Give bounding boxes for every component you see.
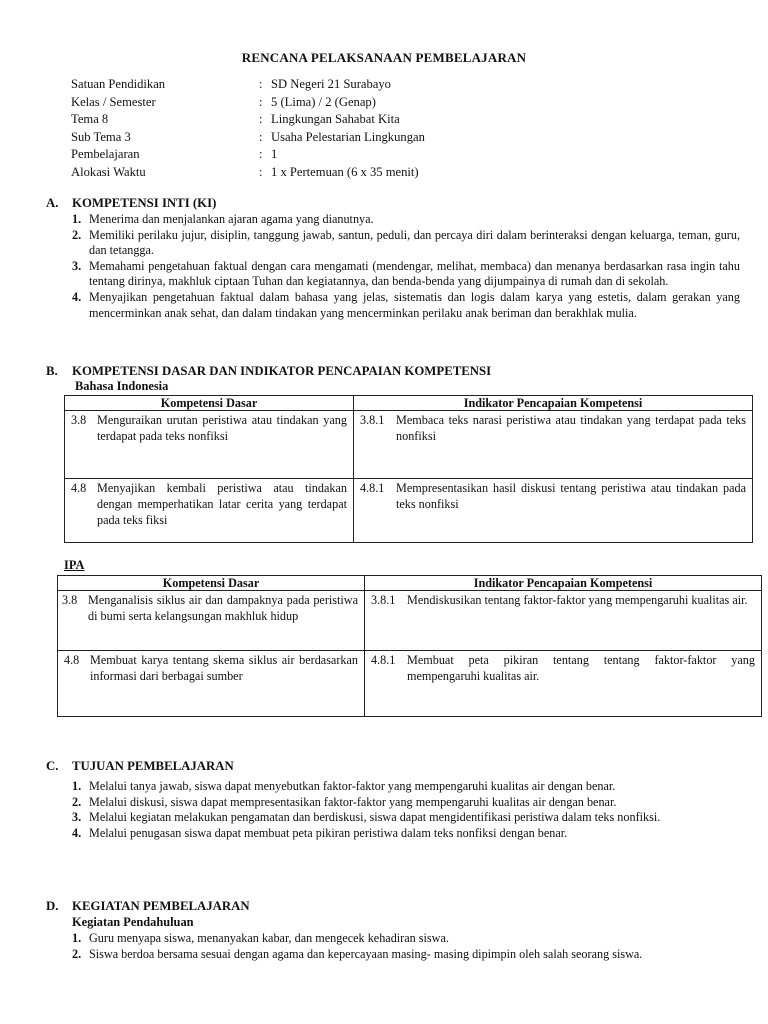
kd-code: 4.8 <box>71 481 87 495</box>
list-item <box>72 931 740 947</box>
kd-code: 3.8 <box>71 413 87 427</box>
table-header-ipk: Indikator Pencapaian Kompetensi <box>365 576 762 591</box>
item-number: 4. <box>72 289 82 304</box>
info-row-alokasi <box>71 164 711 182</box>
section-title: KOMPETENSI DASAR DAN INDIKATOR PENCAPAIAN KOMPETENSI <box>72 364 492 378</box>
item-number: 1. <box>72 212 82 226</box>
table-header-row <box>58 576 762 591</box>
item-number: 3. <box>72 258 82 273</box>
info-key: Alokasi Waktu <box>71 164 146 179</box>
info-value: 1 x Pertemuan (6 x 35 menit) <box>271 164 419 179</box>
kegiatan-pendahuluan-heading: Kegiatan Pendahuluan <box>72 915 194 929</box>
item-text: Melalui kegiatan melakukan pengamatan dan berdiskusi, siswa dapat mengidentifikasi peristiwa dalam teks nonfiksi. <box>89 810 661 825</box>
item-text: Menyajikan pengetahuan faktual dalam bahasa yang jelas, sistematis dan logis dalam karya yang estetis, dalam gerakan yang mencerminkan anak sehat, dan dalam tindakan yang mencerminkan perilaku anak beriman dan berakhlak mulia. <box>89 289 740 320</box>
subject-bahasa-indonesia: Bahasa Indonesia <box>75 379 169 393</box>
info-key: Pembelajaran <box>71 147 140 162</box>
table-row <box>65 411 753 479</box>
list-item <box>72 810 740 826</box>
info-key: Sub Tema 3 <box>71 129 131 144</box>
item-number: 2. <box>72 946 82 961</box>
info-colon: : <box>259 94 263 109</box>
info-row-subtema <box>71 129 711 147</box>
kd-text: Membuat karya tentang skema siklus air berdasarkan informasi dari berbagai sumber <box>90 653 358 683</box>
info-colon: : <box>259 147 263 162</box>
ipk-text: Membuat peta pikiran tentang tentang faktor-faktor yang mempengaruhi kualitas air. <box>407 653 755 683</box>
section-title: KEGIATAN PEMBELAJARAN <box>72 899 250 913</box>
ipk-cell <box>354 411 753 479</box>
info-value: Lingkungan Sahabat Kita <box>271 112 400 127</box>
item-number: 4. <box>72 825 82 840</box>
item-text: Guru menyapa siswa, menanyakan kabar, dan mengecek kehadiran siswa. <box>89 931 449 945</box>
list-item <box>72 795 740 811</box>
kd-code: 4.8 <box>64 653 80 667</box>
kd-cell <box>65 411 354 479</box>
kd-text: Menganalisis siklus air dan dampaknya pada peristiwa di bumi serta kelangsungan makhluk hidup <box>88 593 358 623</box>
kd-text: Menyajikan kembali peristiwa atau tindakan dengan memperhatikan latar cerita yang terdapat pada teks fiksi <box>97 481 347 527</box>
section-c-heading <box>46 759 234 775</box>
section-letter: D. <box>46 899 59 913</box>
section-letter: B. <box>46 364 58 378</box>
info-key: Kelas / Semester <box>71 94 156 109</box>
info-row-kelas <box>71 94 711 112</box>
section-letter: C. <box>46 759 59 773</box>
list-item <box>72 826 740 842</box>
info-value: 5 (Lima) / 2 (Genap) <box>271 94 376 109</box>
list-item <box>72 290 740 321</box>
section-letter: A. <box>46 196 59 210</box>
list-item <box>72 779 740 795</box>
item-text: Melalui diskusi, siswa dapat mempresentasikan faktor-faktor yang mempengaruhi kualitas air dengan benar. <box>89 794 617 809</box>
info-colon: : <box>259 164 263 179</box>
subject-ipa: IPA <box>64 558 85 572</box>
ipk-code: 3.8.1 <box>360 413 385 427</box>
item-text: Menerima dan menjalankan ajaran agama yang dianutnya. <box>89 212 374 226</box>
ipk-code: 4.8.1 <box>371 653 396 667</box>
ipk-cell <box>365 591 762 651</box>
info-colon: : <box>259 77 263 91</box>
item-number: 2. <box>72 227 82 242</box>
info-colon: : <box>259 112 263 127</box>
item-number: 1. <box>72 931 82 945</box>
info-key: Tema 8 <box>71 112 109 127</box>
table-row <box>58 591 762 651</box>
kd-code: 3.8 <box>62 593 78 607</box>
ki-list <box>72 212 740 321</box>
kd-cell <box>65 479 354 543</box>
section-title: KOMPETENSI INTI (KI) <box>72 196 217 210</box>
tujuan-list <box>72 779 740 841</box>
item-text: Memiliki perilaku jujur, disiplin, tanggung jawab, santun, peduli, dan percaya diri dalam berinteraksi dengan keluarga, teman, guru, dan tetangga. <box>89 227 740 258</box>
section-b-heading <box>46 364 491 380</box>
item-number: 1. <box>72 779 82 793</box>
item-text: Melalui tanya jawab, siswa dapat menyebutkan faktor-faktor yang mempengaruhi kualitas air dengan benar. <box>89 779 616 793</box>
kd-text: Menguraikan urutan peristiwa atau tindakan yang terdapat pada teks nonfiksi <box>97 413 347 443</box>
section-title: TUJUAN PEMBELAJARAN <box>72 759 234 773</box>
info-row-satuan <box>71 76 711 94</box>
ipk-cell <box>365 651 762 717</box>
table-row <box>65 479 753 543</box>
ipk-code: 3.8.1 <box>371 593 396 607</box>
kegiatan-list <box>72 931 740 962</box>
kd-cell <box>58 591 365 651</box>
list-item <box>72 259 740 290</box>
ipk-code: 4.8.1 <box>360 481 385 495</box>
section-a-heading <box>46 196 216 212</box>
info-value: SD Negeri 21 Surabayo <box>271 77 391 91</box>
item-text: Siswa berdoa bersama sesuai dengan agama dan kepercayaan masing- masing dipimpin oleh salah seorang siswa. <box>89 946 643 961</box>
kd-table-ipa <box>57 575 762 717</box>
list-item <box>72 228 740 259</box>
ipk-text: Mempresentasikan hasil diskusi tentang peristiwa atau tindakan pada teks nonfiksi <box>396 481 746 511</box>
kd-cell <box>58 651 365 717</box>
table-header-ipk: Indikator Pencapaian Kompetensi <box>354 396 753 411</box>
section-d-heading <box>46 899 250 915</box>
info-row-tema <box>71 111 711 129</box>
identity-block <box>71 76 711 182</box>
info-row-pembelajaran <box>71 146 711 164</box>
item-text: Memahami pengetahuan faktual dengan cara mengamati (mendengar, melihat, membaca) dan menanya berdasarkan rasa ingin tahu tentang dirinya, makhluk ciptaan Tuhan dan kegiatannya, dan benda-benda yang dijumpainya di rumah dan di sekolah. <box>89 258 740 289</box>
kd-table-bahasa <box>64 395 753 543</box>
table-header-row <box>65 396 753 411</box>
info-colon: : <box>259 129 263 144</box>
ipk-cell <box>354 479 753 543</box>
item-number: 3. <box>72 810 82 825</box>
ipk-text: Membaca teks narasi peristiwa atau tindakan yang terdapat pada teks nonfiksi <box>396 413 746 443</box>
info-value: 1 <box>271 147 278 162</box>
item-text: Melalui penugasan siswa dapat membuat peta pikiran peristiwa dalam teks nonfiksi dengan benar. <box>89 825 568 840</box>
table-header-kd: Kompetensi Dasar <box>58 576 365 591</box>
page-title: RENCANA PELAKSANAAN PEMBELAJARAN <box>241 50 527 65</box>
table-row <box>58 651 762 717</box>
table-header-kd: Kompetensi Dasar <box>65 396 354 411</box>
info-value: Usaha Pelestarian Lingkungan <box>271 129 425 144</box>
ipk-text: Mendiskusikan tentang faktor-faktor yang mempengaruhi kualitas air. <box>407 593 748 607</box>
item-number: 2. <box>72 794 82 809</box>
list-item <box>72 212 740 228</box>
info-key: Satuan Pendidikan <box>71 77 166 91</box>
list-item <box>72 947 740 963</box>
